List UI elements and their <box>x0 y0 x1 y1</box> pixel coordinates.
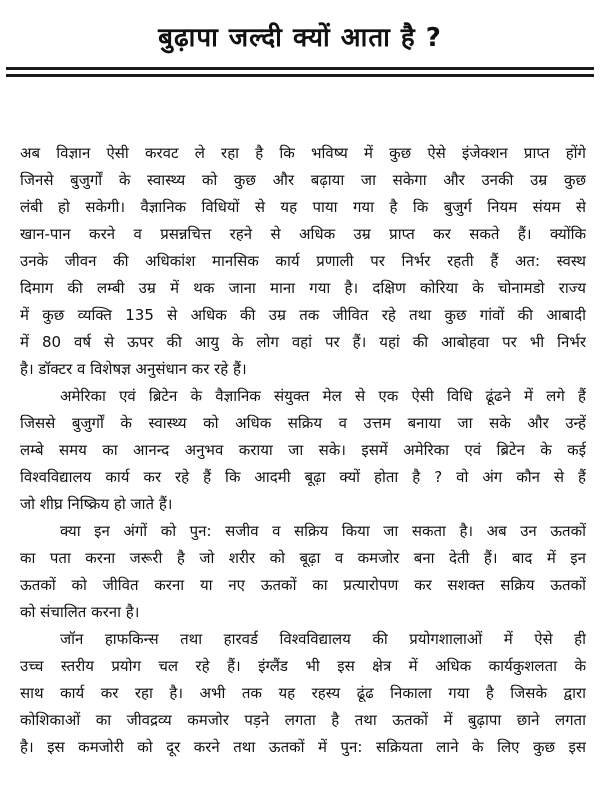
text-line: में 80 वर्ष से ऊपर की आयु के लोग वहां पर हैं। यहां की आबोहवा पर भी निर्भर <box>20 333 586 351</box>
text-line: विश्वविद्यालय कार्य कर रहे हैं कि आदमी बूढ़ा क्यों होता है ? वो अंग कौन से हैं <box>20 468 586 486</box>
text-line: कोशिकाओं का जीवद्रव्य कमजोर पड़ने लगता है तथा ऊतकों में बुढ़ापा छाने लगता <box>20 711 586 729</box>
text-line: लम्बे समय का आनन्द अनुभव कराया जा सके। इसमें अमेरिका एवं ब्रिटेन के कई <box>20 441 586 459</box>
text-line: का पता करना जरूरी है जो शरीर को बूढ़ा व कमजोर बना देती हैं। बाद में इन <box>20 549 586 567</box>
page-title: बुढ़ापा जल्दी क्यों आता है ? <box>158 23 442 53</box>
text-line: में कुछ व्यक्ति 135 से अधिक की उम्र तक जीवित रहे तथा कुछ गांवों की आबादी <box>20 306 586 324</box>
text-line: अमेरिका एवं ब्रिटेन के वैज्ञानिक संयुक्त मेल से एक ऐसी विधि ढूंढने में लगे हैं <box>60 387 586 405</box>
text-line: ऊतकों को जीवित करना या नए ऊतकों का प्रत्यारोपण कर सशक्त सक्रिय ऊतकों <box>20 576 586 594</box>
paragraph-4 <box>20 626 586 761</box>
paragraph-1 <box>20 140 586 383</box>
text-line: जॉन हाफकिन्स तथा हारवर्ड विश्वविद्यालय की प्रयोगशालाओं में ऐसे ही <box>60 630 586 648</box>
text-line: को संचालित करना है। <box>20 603 140 621</box>
title-rule-bottom <box>6 74 594 77</box>
text-line: खान-पान करने व प्रसन्नचित्त रहने से अधिक उम्र प्राप्त कर सकते हैं। क्योंकि <box>20 225 586 243</box>
text-line: दिमाग की लम्बी उम्र में थक जाना माना गया है। दक्षिण कोरिया के चोनामडो राज्य <box>20 279 586 297</box>
paragraph-3 <box>20 518 586 626</box>
text-line: जिनसे बुजुर्गों के स्वास्थ्य को कुछ और बढ़ाया जा सकेगा और उनकी उम्र कुछ <box>20 171 586 189</box>
text-line: साथ कार्य कर रहा है। अभी तक यह रहस्य ढूंढ निकाला गया है जिसके द्वारा <box>20 684 586 702</box>
article-body <box>20 140 586 761</box>
text-line: उच्च स्तरीय प्रयोग चल रहे हैं। इंग्लैंड भी इस क्षेत्र में अधिक कार्यकुशलता के <box>20 657 586 675</box>
title-rule-top <box>6 67 594 70</box>
text-line: लंबी हो सकेगी। वैज्ञानिक विधियों से यह पाया गया है कि बुजुर्ग नियम संयम से <box>20 198 586 216</box>
text-line: है। इस कमजोरी को दूर करने तथा ऊतकों में पुन: सक्रियता लाने के लिए कुछ इस <box>20 738 586 756</box>
text-line: जो शीघ्र निष्क्रिय हो जाते हैं। <box>20 495 173 513</box>
text-line: है। डॉक्टर व विशेषज्ञ अनुसंधान कर रहे हैं। <box>20 360 247 378</box>
paragraph-2 <box>20 383 586 518</box>
text-line: अब विज्ञान ऐसी करवट ले रहा है कि भविष्य में कुछ ऐसे इंजेक्शन प्राप्त होंगे <box>20 144 586 162</box>
text-line: क्या इन अंगों को पुन: सजीव व सक्रिय किया जा सकता है। अब उन ऊतकों <box>60 522 586 540</box>
text-line: जिससे बुजुर्गों के स्वास्थ्य को अधिक सक्रिय व उत्तम बनाया जा सके और उन्हें <box>20 414 586 432</box>
text-line: उनके जीवन की अधिकांश मानसिक कार्य प्रणाली पर निर्भर रहती हैं अत: स्वस्थ <box>20 252 586 270</box>
